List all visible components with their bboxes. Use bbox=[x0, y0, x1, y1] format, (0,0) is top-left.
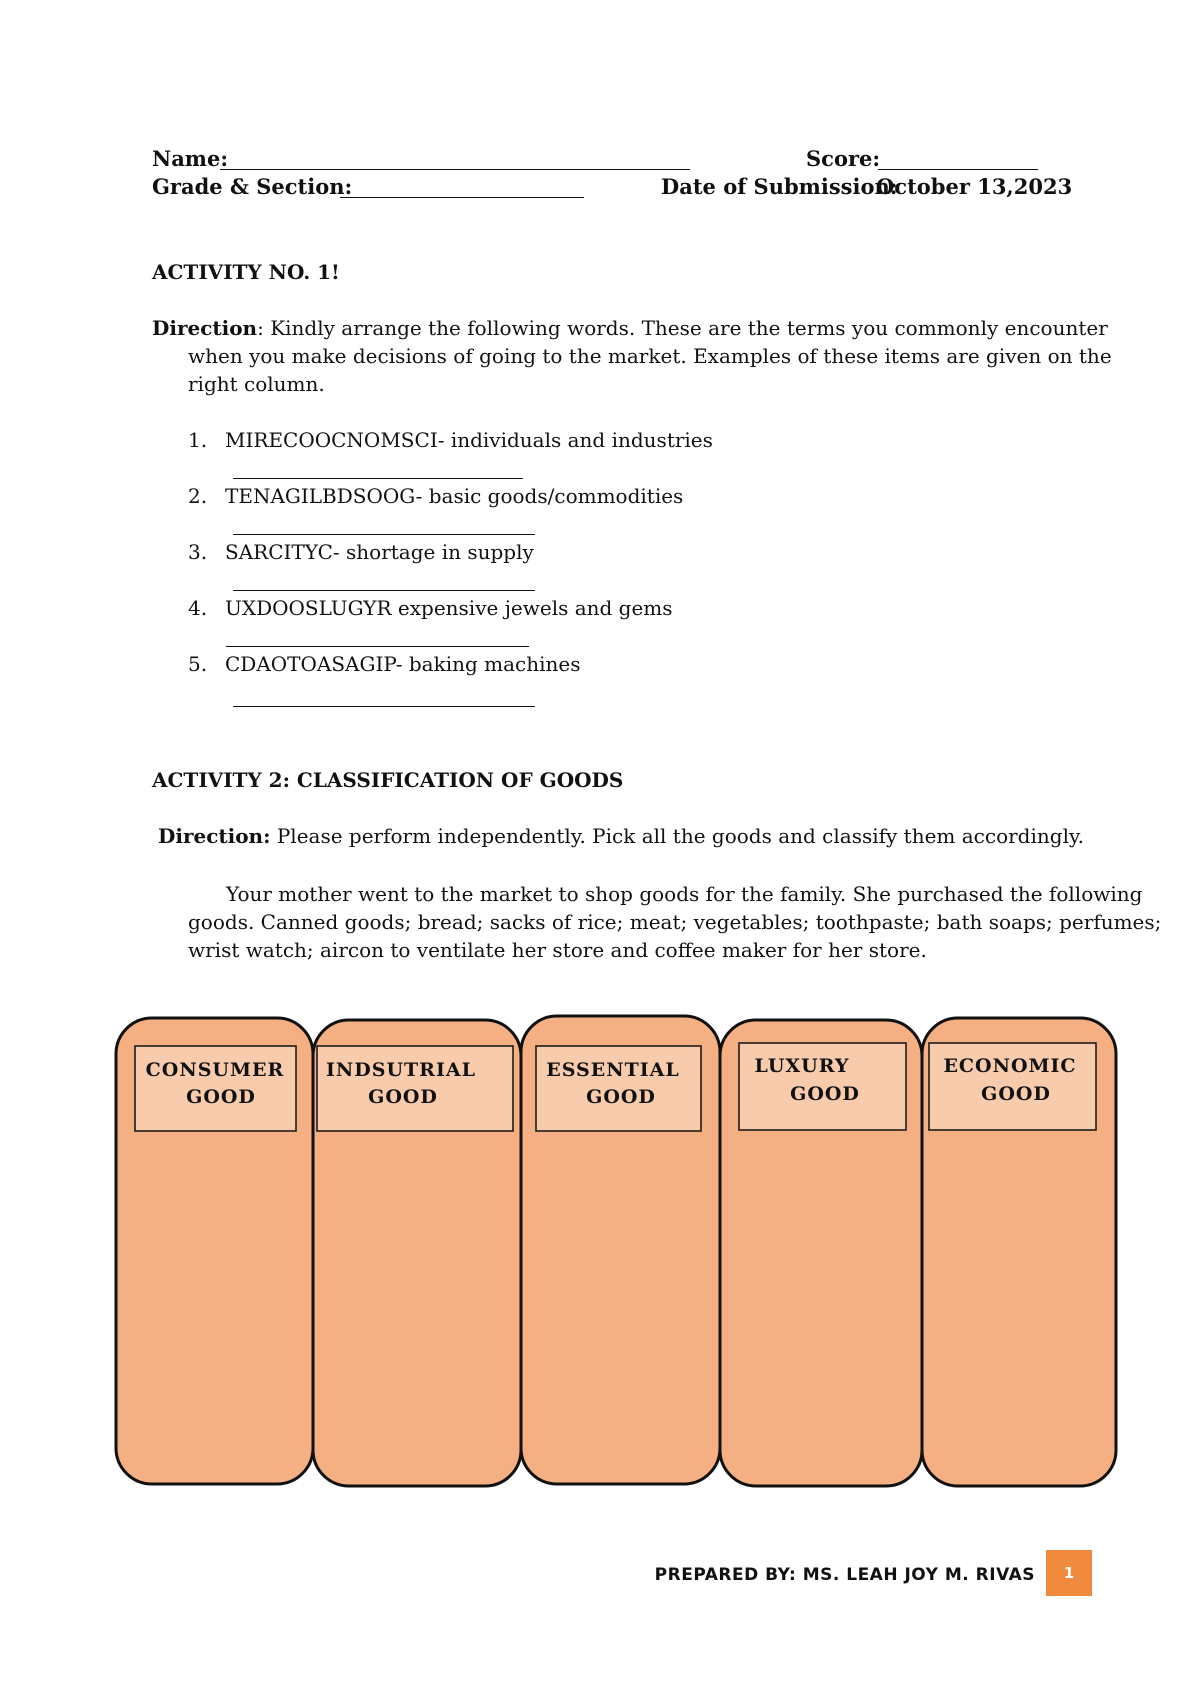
category-label-line2: GOOD bbox=[586, 1086, 656, 1108]
item-scrambled-word: TENAGILBDSOOG- basic goods/commodities bbox=[225, 484, 684, 508]
category-label-line2: GOOD bbox=[790, 1083, 860, 1105]
date-of-submission-label: Date of Submission: bbox=[661, 174, 898, 199]
date-of-submission-value: October 13,2023 bbox=[876, 174, 1073, 199]
category-label-line2: GOOD bbox=[368, 1086, 438, 1108]
category-label-line1: ECONOMIC bbox=[943, 1055, 1077, 1077]
activity1-direction-line3: right column. bbox=[188, 372, 325, 396]
category-label-line2: GOOD bbox=[186, 1086, 256, 1108]
item-scrambled-word: SARCITYC- shortage in supply bbox=[225, 540, 534, 564]
item-number: 5. bbox=[188, 652, 208, 676]
item-number: 2. bbox=[188, 484, 208, 508]
category-label-line1: ESSENTIAL bbox=[546, 1059, 680, 1081]
prepared-by-footer: PREPARED BY: MS. LEAH JOY M. RIVAS bbox=[654, 1565, 1035, 1585]
item-scrambled-word: CDAOTOASAGIP- baking machines bbox=[225, 652, 581, 676]
item-scrambled-word: UXDOOSLUGYR expensive jewels and gems bbox=[225, 596, 673, 620]
activity2-story-line1: Your mother went to the market to shop goods for the family. She purchased the following bbox=[226, 882, 1143, 906]
activity1-direction-line2: when you make decisions of going to the market. Examples of these items are given on the bbox=[188, 344, 1112, 368]
page-number-badge: 1 bbox=[1046, 1550, 1092, 1596]
category-label-line2: GOOD bbox=[981, 1083, 1051, 1105]
economic-good-column[interactable] bbox=[922, 1018, 1116, 1486]
score-label: Score: bbox=[806, 146, 881, 171]
activity2-direction-text: Please perform independently. Pick all the goods and classify them accordingly. bbox=[270, 824, 1084, 848]
name-label: Name: bbox=[152, 146, 229, 171]
activity2-direction-label: Direction: bbox=[158, 824, 271, 848]
item-number: 4. bbox=[188, 596, 208, 620]
activity2-story-line2: goods. Canned goods; bread; sacks of rice; meat; vegetables; toothpaste; bath soaps; perfumes; bbox=[188, 910, 1162, 934]
industrial-good-column[interactable] bbox=[313, 1020, 521, 1486]
activity2-story-line3: wrist watch; aircon to ventilate her store and coffee maker for her store. bbox=[188, 938, 927, 962]
luxury-good-column[interactable] bbox=[720, 1020, 922, 1486]
item-number: 3. bbox=[188, 540, 208, 564]
category-label-line1: LUXURY bbox=[754, 1055, 850, 1077]
activity1-direction-label: Direction bbox=[152, 316, 258, 340]
activity2-title: ACTIVITY 2: CLASSIFICATION OF GOODS bbox=[152, 768, 624, 792]
essential-good-column[interactable] bbox=[521, 1016, 720, 1484]
category-label-line1: CONSUMER bbox=[145, 1059, 285, 1081]
category-label-line1: INDSUTRIAL bbox=[326, 1059, 476, 1081]
activity1-title: ACTIVITY NO. 1! bbox=[152, 260, 340, 284]
item-scrambled-word: MIRECOOCNOMSCI- individuals and industries bbox=[225, 428, 713, 452]
activity1-direction-line1: : Kindly arrange the following words. These are the terms you commonly encounter bbox=[257, 316, 1108, 340]
grade-section-label: Grade & Section: bbox=[152, 174, 353, 199]
consumer-good-column[interactable] bbox=[116, 1018, 313, 1484]
item-number: 1. bbox=[188, 428, 208, 452]
